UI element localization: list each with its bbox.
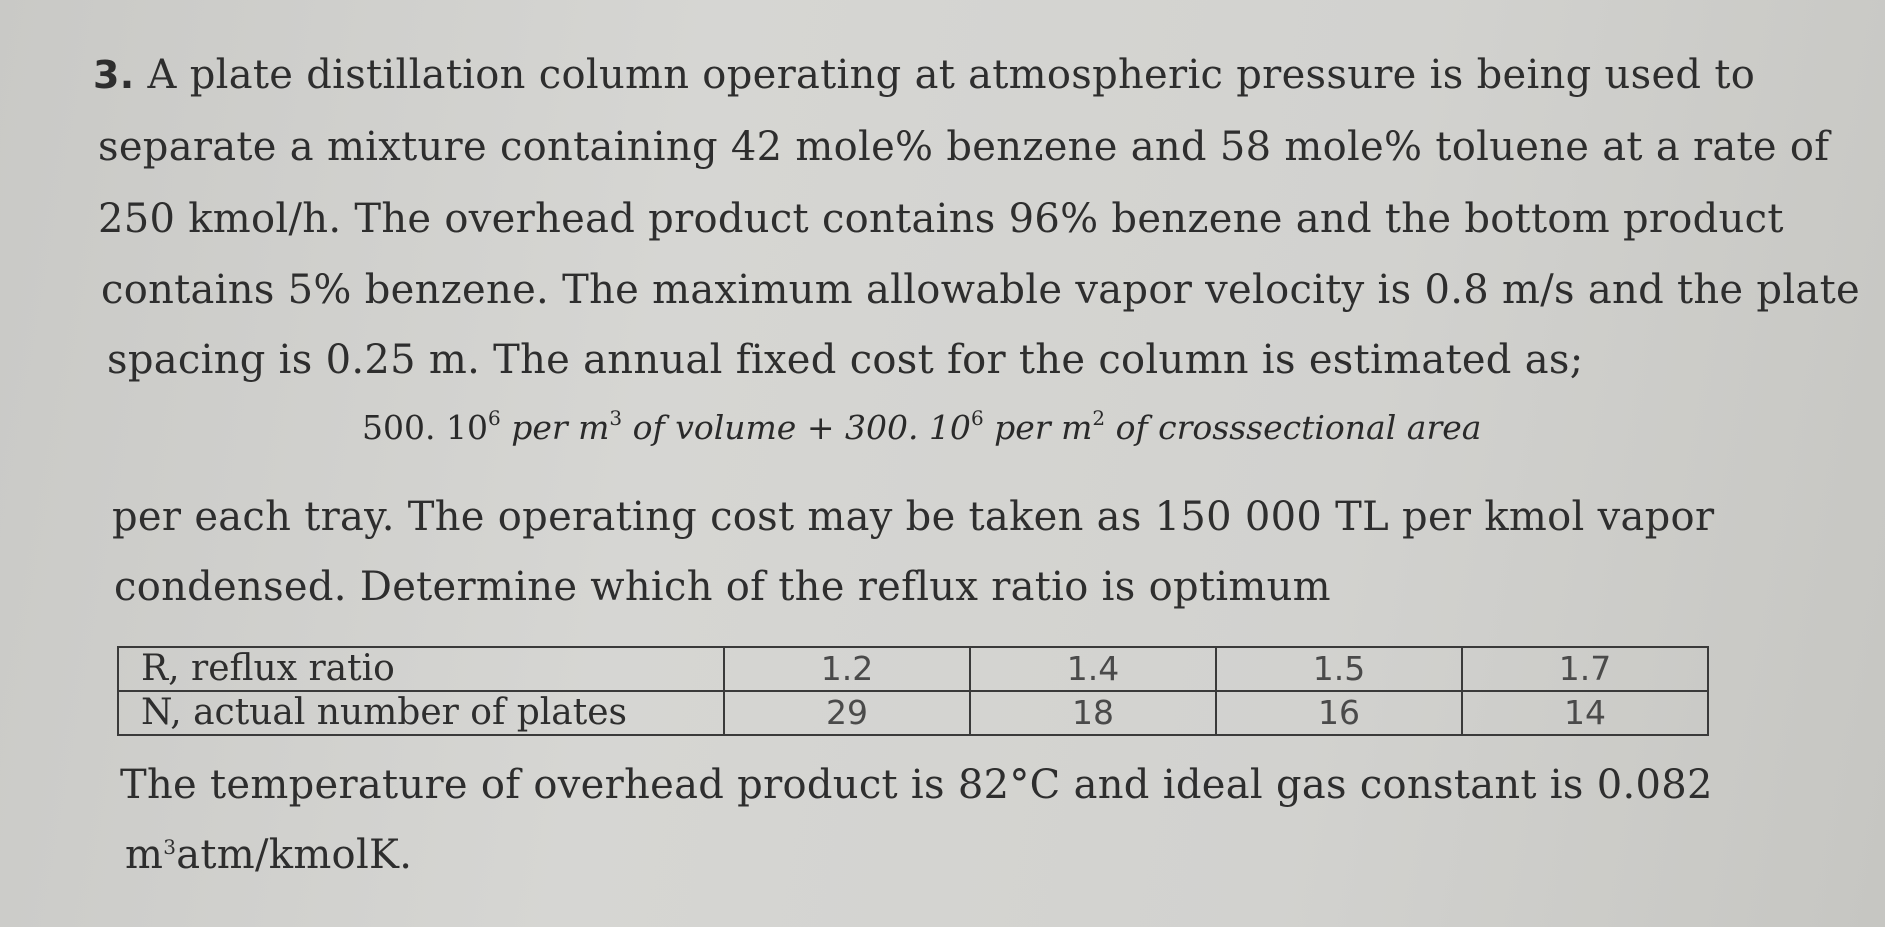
formula-middle: of volume + 300. 10: [622, 408, 971, 447]
table-cell: 1.5: [1216, 647, 1462, 691]
table-cell: 1.7: [1462, 647, 1708, 691]
problem-line-3: 250 kmol/h. The overhead product contains 96% benzene and the bottom product: [98, 196, 1784, 242]
formula-tail: of crosssectional area: [1105, 408, 1482, 447]
problem-closing-unit: [125, 832, 412, 878]
problem-line-1-text: A plate distillation column operating at atmospheric pressure is being used to: [147, 52, 1756, 98]
unit-prefix: m: [125, 832, 164, 878]
formula-unit-exp-2: 2: [1092, 406, 1106, 430]
problem-line-7: condensed. Determine which of the reflux ratio is optimum: [114, 564, 1331, 610]
table-row: [118, 647, 1708, 691]
problem-line-2: separate a mixture containing 42 mole% benzene and 58 mole% toluene at a rate of: [98, 124, 1830, 170]
formula-exp-1: 6: [487, 406, 501, 430]
problem-line-6: per each tray. The operating cost may be taken as 150 000 TL per kmol vapor: [112, 494, 1715, 540]
unit-suffix: atm/kmolK.: [176, 832, 413, 878]
table-cell: 18: [970, 691, 1216, 735]
reflux-plates-table: [117, 646, 1709, 736]
question-number: 3.: [93, 53, 135, 97]
formula-per-m-2: per m: [983, 408, 1093, 447]
formula-volume-coefficient: 500. 10: [362, 408, 488, 447]
table-cell: 1.4: [970, 647, 1216, 691]
problem-line-1: [93, 52, 1755, 98]
problem-closing-line: The temperature of overhead product is 82°C and ideal gas constant is 0.082: [120, 762, 1713, 808]
table-cell: 16: [1216, 691, 1462, 735]
table-row-label: N, actual number of plates: [118, 691, 724, 735]
table-cell: 1.2: [724, 647, 970, 691]
formula-unit-exp-1: 3: [609, 406, 623, 430]
unit-exponent: 3: [163, 835, 177, 859]
table-row-label: R, reflux ratio: [118, 647, 724, 691]
problem-line-4: contains 5% benzene. The maximum allowable vapor velocity is 0.8 m/s and the plate: [101, 267, 1860, 313]
problem-line-5: spacing is 0.25 m. The annual fixed cost for the column is estimated as;: [107, 337, 1584, 383]
table-cell: 14: [1462, 691, 1708, 735]
fixed-cost-formula: [362, 408, 1481, 447]
formula-exp-2: 6: [970, 406, 984, 430]
formula-per-m-1: per m: [500, 408, 610, 447]
table-row: [118, 691, 1708, 735]
table-cell: 29: [724, 691, 970, 735]
